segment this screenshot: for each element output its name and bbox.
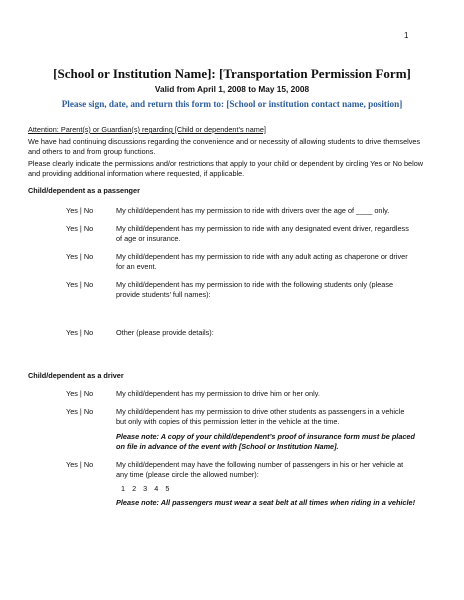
yes-no-choice[interactable]: Yes | No [66,224,94,233]
form-title: [School or Institution Name]: [Transportation Permission Form] [53,66,411,81]
return-instruction: Please sign, date, and return this form to: [School or institution contact name, position] [61,99,403,109]
permission-item-text: My child/dependent has my permission to drive him or her only. [116,389,320,398]
permission-item-text: Other (please provide details): [116,328,214,337]
permission-item-text: My child/dependent has my permission to ride with the following students only (please provide students’ full names): [116,280,394,299]
passenger-section-heading: Child/dependent as a passenger [28,186,140,195]
passenger-number-choices[interactable]: 1 2 3 4 5 [121,484,170,493]
permission-item-text: My child/dependent has my permission to drive other students as passengers in a vehicle but only with copies of this permission letter in the vehicle at the time. [116,407,405,426]
yes-no-choice[interactable]: Yes | No [66,328,94,337]
yes-no-choice[interactable]: Yes | No [66,460,94,469]
yes-no-choice[interactable]: Yes | No [66,252,94,261]
permission-item-text: My child/dependent may have the following number of passengers in his or her vehicle at any time (please circle the allowed number): [116,460,404,479]
permission-item-text: My child/dependent has my permission to ride with any designated event driver, regardless of age or insurance. [116,224,409,243]
permission-item-text: My child/dependent has my permission to ride with any adult acting as chaperone or driver for an event. [116,252,408,271]
yes-no-choice[interactable]: Yes | No [66,407,94,416]
permission-item-text: My child/dependent has my permission to ride with drivers over the age of ____ only. [116,206,390,215]
seatbelt-note: Please note: All passengers must wear a seat belt at all times when riding in a vehicle! [116,498,416,507]
yes-no-choice[interactable]: Yes | No [66,389,94,398]
yes-no-choice[interactable]: Yes | No [66,206,94,215]
intro-paragraph-2: Please clearly indicate the permissions and/or restrictions that apply to your child or dependent by circling Yes or No below and providing additional information where requested, if applicable. [28,159,424,178]
validity-dates: Valid from April 1, 2008 to May 15, 2008 [154,84,310,94]
intro-paragraph-1: We have had continuing discussions regarding the convenience and or necessity of allowing students to drive themselves and others to and from group functions. [28,137,421,156]
driver-section-heading: Child/dependent as a driver [28,371,124,380]
page-number: 1 [404,31,409,40]
yes-no-choice[interactable]: Yes | No [66,280,94,289]
attention-line: Attention: Parent(s) or Guardian(s) regarding [Child or dependent’s name] [28,125,266,134]
insurance-note: Please note: A copy of your child/dependent’s proof of insurance form must be placed on file in advance of the event with [School or Institution Name]. [116,432,415,451]
